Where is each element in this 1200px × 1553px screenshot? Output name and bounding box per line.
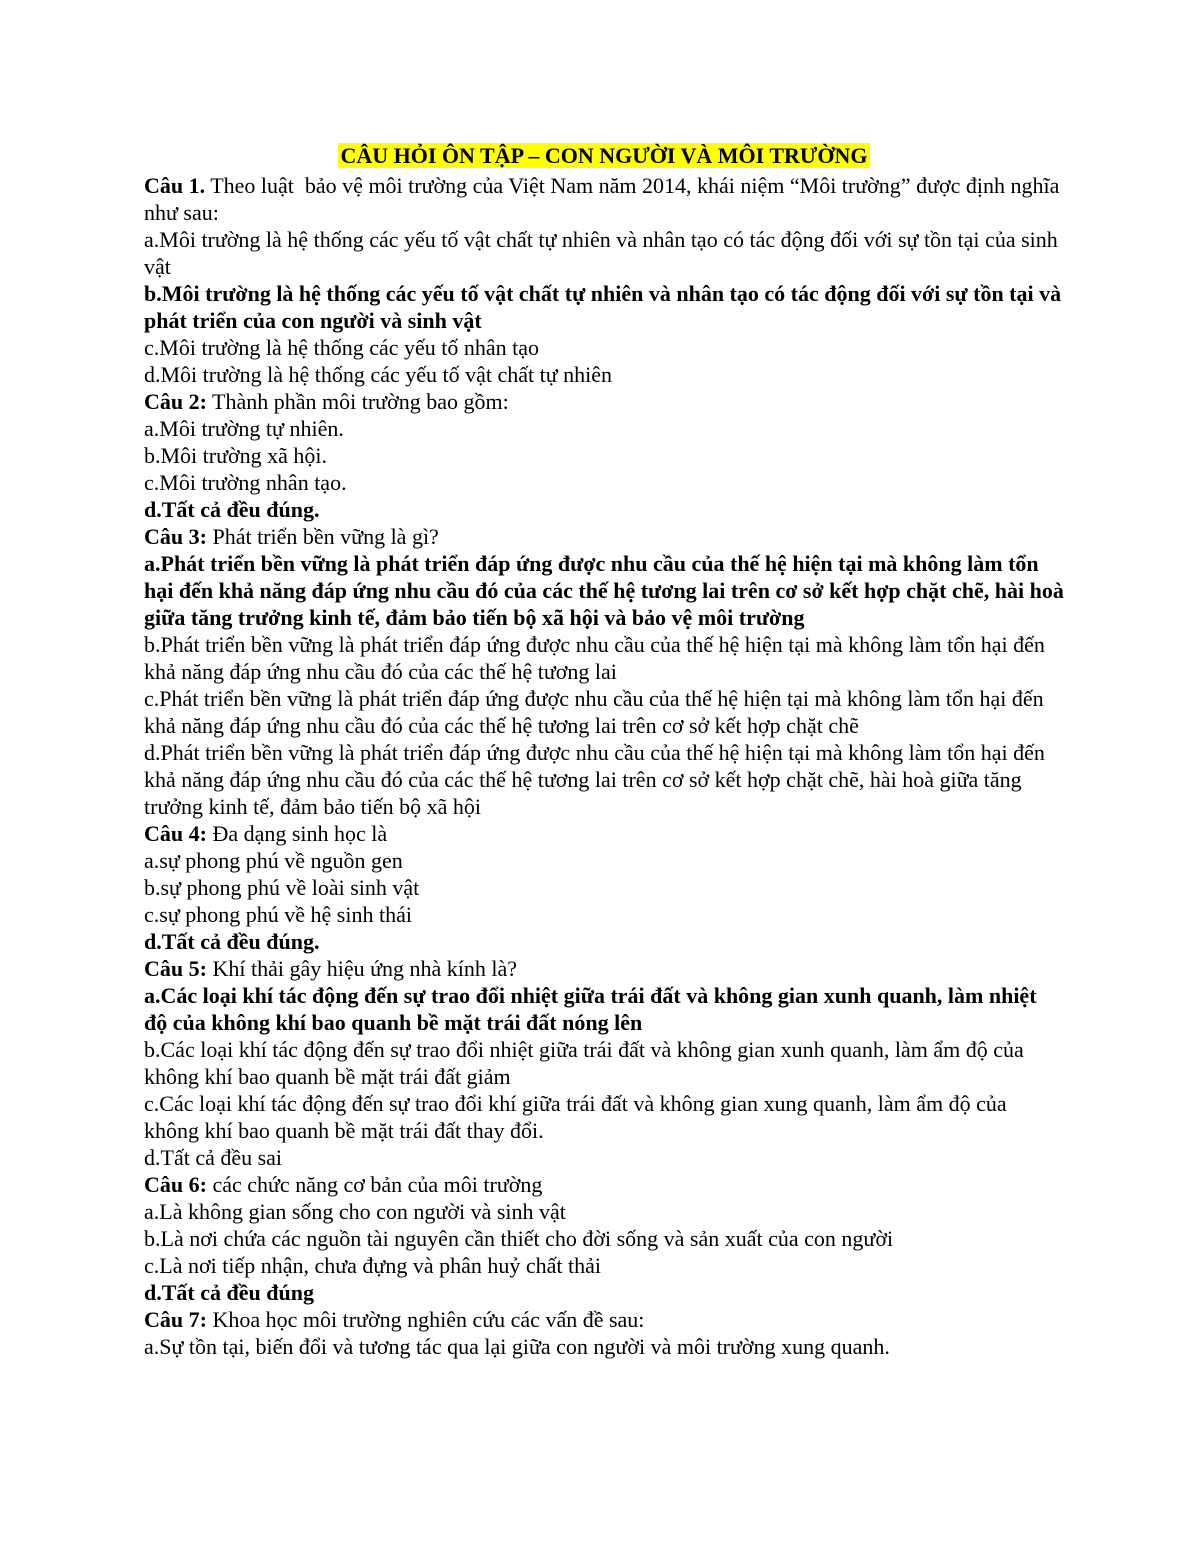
question-label: Câu 4: — [144, 821, 207, 846]
answer-option: c.sự phong phú về hệ sinh thái — [144, 902, 412, 927]
question-7 — [144, 1306, 1064, 1333]
question-6 — [144, 1171, 1064, 1198]
question-text: Thành phần môi trường bao gồm: — [206, 389, 509, 414]
answer-option-correct: a.Phát triển bền vững là phát triển đáp ứng được nhu cầu của thế hệ hiện tại mà không làm tổn hại đến khả năng đáp ứng nhu cầu đó của các thế hệ tương lai trên cơ sở kết hợp chặt chẽ, hài hoà giữa tăng trưởng kinh tế, đảm bảo tiến bộ xã hội và bảo vệ môi trường — [144, 551, 1064, 630]
answer-option: c.Các loại khí tác động đến sự trao đổi khí giữa trái đất và không gian xung quanh, làm ẩm độ của không khí bao quanh bề mặt trái đất thay đổi. — [144, 1091, 1007, 1143]
question-text: Phát triển bền vững là gì? — [206, 524, 439, 549]
document-title: CÂU HỎI ÔN TẬP – CON NGƯỜI VÀ MÔI TRƯỜNG — [340, 143, 868, 168]
question-text: Khí thải gây hiệu ứng nhà kính là? — [206, 956, 518, 981]
answer-option: b.Các loại khí tác động đến sự trao đổi nhiệt giữa trái đất và không gian xunh quanh, làm ẩm độ của không khí bao quanh bề mặt trái đất giảm — [144, 1037, 1024, 1089]
question-1 — [144, 172, 1064, 226]
question-3 — [144, 523, 1064, 550]
question-list — [144, 172, 1064, 1360]
answer-option-correct: b.Môi trường là hệ thống các yếu tố vật chất tự nhiên và nhân tạo có tác động đối với sự tồn tại và phát triển của con người và sinh vật — [144, 281, 1062, 333]
answer-option: d.Môi trường là hệ thống các yếu tố vật chất tự nhiên — [144, 362, 613, 387]
answer-option: c.Môi trường là hệ thống các yếu tố nhân tạo — [144, 335, 540, 360]
answer-option-correct: a.Các loại khí tác động đến sự trao đổi nhiệt giữa trái đất và không gian xunh quanh, làm nhiệt độ của không khí bao quanh bề mặt trái đất nóng lên — [144, 983, 1037, 1035]
answer-option: b.Môi trường xã hội. — [144, 443, 328, 468]
answer-option: b.Phát triển bền vững là phát triển đáp ứng được nhu cầu của thế hệ hiện tại mà không làm tổn hại đến khả năng đáp ứng nhu cầu đó của các thế hệ tương lai — [144, 632, 1045, 684]
question-text: Đa dạng sinh học là — [206, 821, 388, 846]
answer-option-correct: d.Tất cả đều đúng. — [144, 497, 320, 522]
answer-option: a.Môi trường là hệ thống các yếu tố vật chất tự nhiên và nhân tạo có tác động đối với sự tồn tại của sinh vật — [144, 227, 1058, 279]
question-text: các chức năng cơ bản của môi trường — [206, 1172, 543, 1197]
answer-option: c.Phát triển bền vững là phát triển đáp ứng được nhu cầu của thế hệ hiện tại mà không làm tổn hại đến khả năng đáp ứng nhu cầu đó của các thế hệ tương lai trên cơ sở kết hợp chặt chẽ — [144, 686, 1044, 738]
title-row — [144, 140, 1064, 172]
answer-option: b.sự phong phú về loài sinh vật — [144, 875, 420, 900]
answer-option-correct: d.Tất cả đều đúng — [144, 1280, 314, 1305]
question-label: Câu 1. — [144, 173, 206, 198]
answer-option: a.Sự tồn tại, biến đổi và tương tác qua lại giữa con người và môi trường xung quanh. — [144, 1334, 890, 1359]
question-5 — [144, 955, 1064, 982]
answer-option: a.Là không gian sống cho con người và sinh vật — [144, 1199, 566, 1224]
answer-option: b.Là nơi chứa các nguồn tài nguyên cần thiết cho đời sống và sản xuất của con người — [144, 1226, 894, 1251]
question-4 — [144, 820, 1064, 847]
answer-option: d.Tất cả đều sai — [144, 1145, 283, 1170]
question-label: Câu 2: — [144, 389, 207, 414]
answer-option-correct: d.Tất cả đều đúng. — [144, 929, 320, 954]
answer-option: d.Phát triển bền vững là phát triển đáp ứng được nhu cầu của thế hệ hiện tại mà không làm tổn hại đến khả năng đáp ứng nhu cầu đó của các thế hệ tương lai trên cơ sở kết hợp chặt chẽ, hài hoà giữa tăng trưởng kinh tế, đảm bảo tiến bộ xã hội — [144, 740, 1045, 819]
question-label: Câu 5: — [144, 956, 207, 981]
question-text: Theo luật bảo vệ môi trường của Việt Nam năm 2014, khái niệm “Môi trường” được định nghĩa như sau: — [144, 173, 1065, 225]
question-label: Câu 6: — [144, 1172, 207, 1197]
answer-option: c.Môi trường nhân tạo. — [144, 470, 347, 495]
document-page — [144, 140, 1064, 1360]
question-2 — [144, 388, 1064, 415]
question-label: Câu 7: — [144, 1307, 207, 1332]
answer-option: c.Là nơi tiếp nhận, chưa đựng và phân huỷ chất thải — [144, 1253, 602, 1278]
question-text: Khoa học môi trường nghiên cứu các vấn đề sau: — [206, 1307, 645, 1332]
answer-option: a.Môi trường tự nhiên. — [144, 416, 344, 441]
question-label: Câu 3: — [144, 524, 207, 549]
answer-option: a.sự phong phú về nguồn gen — [144, 848, 403, 873]
